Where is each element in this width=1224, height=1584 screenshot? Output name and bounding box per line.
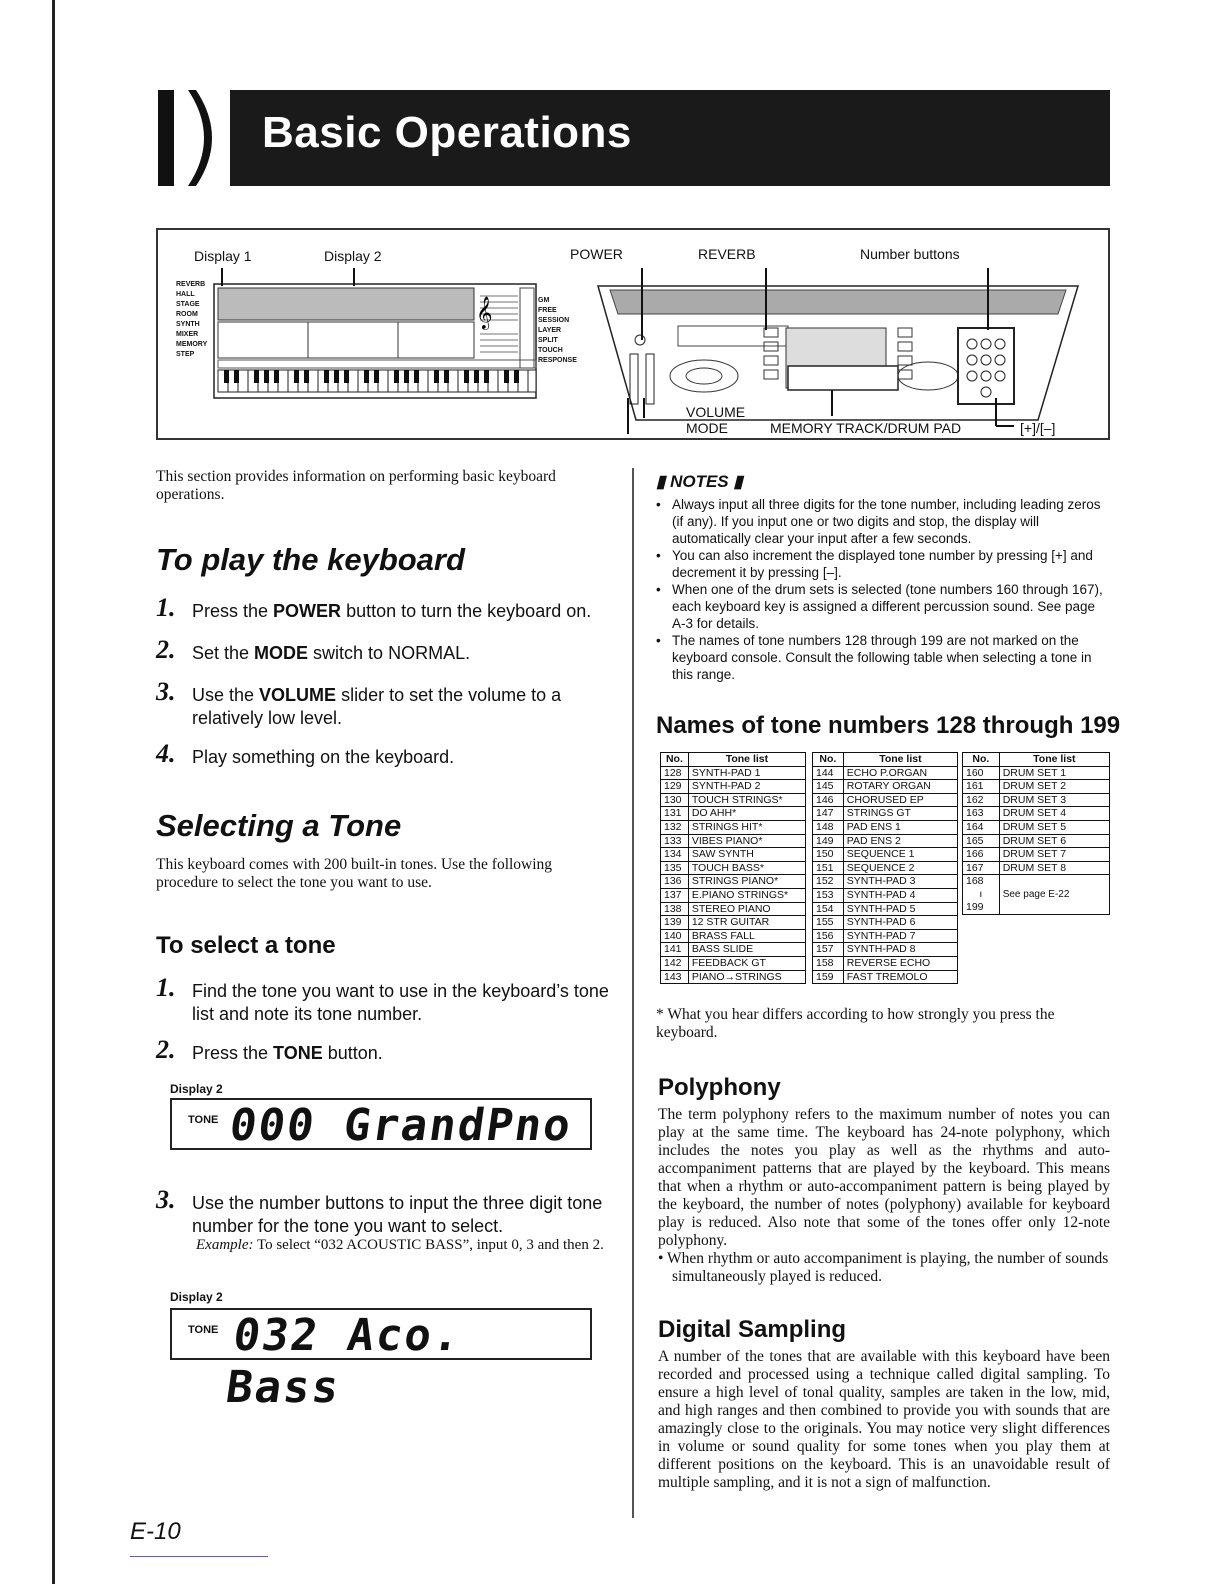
tone-name: SYNTH-PAD 4	[843, 888, 957, 902]
table-row	[963, 807, 1110, 821]
selecting-tone-title: Selecting a Tone	[156, 808, 402, 843]
plusminus-label: [+]/[–]	[1020, 420, 1056, 436]
table-row	[661, 861, 806, 875]
tone-number: 156	[813, 929, 844, 943]
table-row	[813, 943, 958, 957]
table-row	[963, 861, 1110, 875]
col-no: No.	[813, 753, 844, 767]
tone-name: DRUM SET 7	[999, 848, 1109, 862]
svg-text:𝄞: 𝄞	[476, 296, 493, 329]
tone-name: STRINGS GT	[843, 807, 957, 821]
tone-name: SYNTH-PAD 1	[688, 766, 805, 780]
tone-number: 148	[813, 820, 844, 834]
polyphony-bullet: • When rhythm or auto accompaniment is playing, the number of sounds simultaneously played is reduced.	[658, 1250, 1109, 1285]
col-no: No.	[661, 753, 689, 767]
tone-name: FEEDBACK GT	[688, 956, 805, 970]
table-row	[813, 848, 958, 862]
tone-number: 166	[963, 848, 1000, 862]
play-step-3: 3. Use the VOLUME slider to set the volume to a relatively low level.	[156, 677, 562, 728]
digital-sampling-title: Digital Sampling	[658, 1316, 847, 1343]
table-row	[813, 902, 958, 916]
tone-number: 167	[963, 861, 1000, 875]
memory-label: MEMORY TRACK/DRUM PAD	[770, 420, 962, 436]
tone-number: 161	[963, 780, 1000, 794]
tone-number: 141	[661, 943, 689, 957]
tone-number: 145	[813, 780, 844, 794]
tone-name: PAD ENS 2	[843, 834, 957, 848]
tone-name: SYNTH-PAD 3	[843, 875, 957, 889]
tone-number: 150	[813, 848, 844, 862]
table-row	[661, 766, 806, 780]
table-row	[813, 888, 958, 902]
tone-number: 151	[813, 861, 844, 875]
col-tone: Tone list	[843, 753, 957, 767]
play-step-4: 4. Play something on the keyboard.	[156, 739, 455, 768]
tone-number: 149	[813, 834, 844, 848]
table-row	[661, 848, 806, 862]
tone-number: 147	[813, 807, 844, 821]
table-row	[661, 929, 806, 943]
tone-name: SYNTH-PAD 8	[843, 943, 957, 957]
table-row	[963, 780, 1110, 794]
tone-name: CHORUSED EP	[843, 793, 957, 807]
table-footnote: * What you hear differs according to how strongly you press the keyboard.	[656, 1006, 1055, 1041]
lcd-text: 032 Aco. Bass	[222, 1310, 466, 1413]
note-item: • Always input all three digits for the tone number, including leading zeros (if any). If you input one or two digits and stop, the display will automatically clear your input after a few seconds.	[656, 496, 1110, 547]
lcd-tone-indicator: TONE	[188, 1114, 219, 1126]
tone-name: SYNTH-PAD 6	[843, 916, 957, 930]
page-number-underline	[130, 1556, 268, 1557]
tone-number: 130	[661, 793, 689, 807]
column-divider	[632, 468, 634, 1518]
tone-name: DRUM SET 6	[999, 834, 1109, 848]
table-row	[813, 807, 958, 821]
table-row	[813, 780, 958, 794]
tone-number: 164	[963, 820, 1000, 834]
lcd-display-grandpno	[170, 1098, 592, 1150]
tone-name: SAW SYNTH	[688, 848, 805, 862]
table-row	[813, 970, 958, 984]
lcd2-label: Display 2	[170, 1290, 223, 1304]
tone-number: 146	[813, 793, 844, 807]
mode-label: MODE	[686, 420, 728, 436]
tone-number: 136	[661, 875, 689, 889]
tone-number: 135	[661, 861, 689, 875]
page-number: E-10	[130, 1518, 181, 1545]
header-bracket-icon	[158, 88, 228, 188]
polyphony-text: The term polyphony refers to the maximum number of notes you can play at the same time. The keyboard has 24-note polyphony, which includes the notes you play as well as the rhythms and auto-accompaniment patterns that are played by the keyboard. This means that when a rhythm or auto-accompaniment pattern is being played by the keyboard, the number of notes (polyphony) available for keyboard play is reduced. Also note that some of the tones offer only 12-note polyphony.	[658, 1106, 1110, 1249]
tone-number: 165	[963, 834, 1000, 848]
number-buttons-label: Number buttons	[860, 246, 960, 262]
tone-number: 163	[963, 807, 1000, 821]
keyboard-diagram	[156, 228, 1110, 440]
col-tone: Tone list	[999, 753, 1109, 767]
tone-number: 155	[813, 916, 844, 930]
tone-table-1	[660, 752, 806, 984]
tone-number: 158	[813, 956, 844, 970]
table-row	[661, 888, 806, 902]
tone-name: REVERSE ECHO	[843, 956, 957, 970]
volume-label: VOLUME	[686, 404, 746, 420]
table-row	[813, 861, 958, 875]
tone-number: 139	[661, 916, 689, 930]
tone-name: VIBES PIANO*	[688, 834, 805, 848]
left-indicator-list: REVERB HALL STAGE ROOM SYNTH MIXER MEMORY STEP	[176, 281, 208, 358]
tone-number: 154	[813, 902, 844, 916]
tone-name: TOUCH BASS*	[688, 861, 805, 875]
right-indicator-list: GM FREE SESSION LAYER SPLIT TOUCH RESPONSE	[538, 297, 577, 364]
tone-number: 142	[661, 956, 689, 970]
tone-number: 128	[661, 766, 689, 780]
play-section-title: To play the keyboard	[156, 542, 465, 577]
notes-title: ▮ NOTES ▮	[656, 472, 743, 491]
tone-name: DRUM SET 3	[999, 793, 1109, 807]
tone-name: STRINGS HIT*	[688, 820, 805, 834]
tone-name: DRUM SET 4	[999, 807, 1109, 821]
play-step-1: 1. Press the POWER button to turn the keyboard on.	[156, 593, 592, 622]
tone-name: E.PIANO STRINGS*	[688, 888, 805, 902]
tone-number: 134	[661, 848, 689, 862]
example-text: Example: To select “032 ACOUSTIC BASS”, input 0, 3 and then 2.	[196, 1237, 604, 1253]
play-step-2: 2. Set the MODE switch to NORMAL.	[156, 635, 471, 664]
tone-name: FAST TREMOLO	[843, 970, 957, 984]
display1-label: Display 1	[194, 248, 252, 264]
table-row	[963, 766, 1110, 780]
tone-name: STRINGS PIANO*	[688, 875, 805, 889]
table-row	[661, 834, 806, 848]
table-row	[963, 793, 1110, 807]
table-row	[661, 902, 806, 916]
page-spine-line	[52, 0, 55, 1584]
table-row	[963, 848, 1110, 862]
polyphony-title: Polyphony	[658, 1074, 781, 1101]
table-row	[661, 793, 806, 807]
tone-name: 12 STR GUITAR	[688, 916, 805, 930]
tone-number: 129	[661, 780, 689, 794]
tone-name: STEREO PIANO	[688, 902, 805, 916]
table-row	[661, 916, 806, 930]
table-row	[813, 793, 958, 807]
tone-name: SEQUENCE 1	[843, 848, 957, 862]
table-row	[661, 820, 806, 834]
digital-sampling-text: A number of the tones that are available with this keyboard have been recorded and processed using a technique called digital sampling. To ensure a high level of tonal quality, samples are taken in the low, mid, and high ranges and then combined to provide you with sounds that are amazingly close to the originals. You may notice very slight differences in volume or sound quality for some tones when you play them at different positions on the keyboard. This is an unavoidable result of multiple sampling, and it is not a sign of malfunction.	[658, 1348, 1110, 1491]
tone-name: PIANO→STRINGS	[688, 970, 805, 984]
tone-number: 138	[661, 902, 689, 916]
tone-name: SEQUENCE 2	[843, 861, 957, 875]
table-row	[813, 820, 958, 834]
tone-name: SYNTH-PAD 2	[688, 780, 805, 794]
tone-number: 159	[813, 970, 844, 984]
tone-number: 132	[661, 820, 689, 834]
table-row	[661, 807, 806, 821]
tone-name: BRASS FALL	[688, 929, 805, 943]
lcd-display-acobass	[170, 1308, 592, 1413]
table-row	[963, 820, 1110, 834]
selecting-tone-intro: This keyboard comes with 200 built-in tones. Use the following procedure to select the tone you want to use.	[156, 856, 553, 891]
tone-name: DRUM SET 1	[999, 766, 1109, 780]
keyboard-illustration	[158, 230, 1108, 438]
tone-number: 140	[661, 929, 689, 943]
table-row	[813, 929, 958, 943]
table-row	[661, 970, 806, 984]
table-row	[813, 956, 958, 970]
tone-number: 160	[963, 766, 1000, 780]
select-tone-subtitle: To select a tone	[156, 932, 336, 959]
col-no: No.	[963, 753, 1000, 767]
tone-number: 157	[813, 943, 844, 957]
tone-name: PAD ENS 1	[843, 820, 957, 834]
intro-text: This section provides information on performing basic keyboard operations.	[156, 468, 556, 503]
tone-name: SYNTH-PAD 5	[843, 902, 957, 916]
table-row-range: 168 ı 199 See page E-22	[963, 875, 1110, 915]
col-tone: Tone list	[688, 753, 805, 767]
lcd-text: 000 GrandPno	[226, 1100, 576, 1151]
display2-label: Display 2	[324, 248, 382, 264]
note-item: • The names of tone numbers 128 through 199 are not marked on the keyboard console. Consult the following table when selecting a tone in this range.	[656, 632, 1110, 683]
tone-number: 143	[661, 970, 689, 984]
tone-name: DO AHH*	[688, 807, 805, 821]
tone-table-3	[962, 752, 1110, 915]
table-row	[813, 916, 958, 930]
tone-number: 131	[661, 807, 689, 821]
table-row	[661, 875, 806, 889]
see-page-ref: See page E-22	[999, 875, 1109, 915]
page-title: Basic Operations	[262, 108, 632, 157]
tone-number: 162	[963, 793, 1000, 807]
tone-number: 152	[813, 875, 844, 889]
note-item: • When one of the drum sets is selected (tone numbers 160 through 167), each keyboard key is assigned a different percussion sound. See page A-3 for details.	[656, 581, 1110, 632]
table-row	[963, 834, 1110, 848]
table-row	[661, 780, 806, 794]
tone-number: 153	[813, 888, 844, 902]
table-row	[661, 956, 806, 970]
table-row	[661, 943, 806, 957]
tone-name: BASS SLIDE	[688, 943, 805, 957]
lcd-tone-indicator: TONE	[188, 1324, 219, 1336]
tone-number: 144	[813, 766, 844, 780]
tone-number: 133	[661, 834, 689, 848]
tone-number: 137	[661, 888, 689, 902]
select-step-2: 2. Press the TONE button.	[156, 1035, 383, 1064]
select-step-3: 3. Use the number buttons to input the three digit tone number for the tone you want to select.	[156, 1185, 603, 1236]
tone-name: DRUM SET 2	[999, 780, 1109, 794]
power-label: POWER	[570, 246, 623, 262]
lcd1-label: Display 2	[170, 1082, 223, 1096]
tone-name: TOUCH STRINGS*	[688, 793, 805, 807]
table-row	[813, 834, 958, 848]
notes-list	[656, 496, 1110, 683]
select-step-1: 1. Find the tone you want to use in the keyboard’s tone list and note its tone number.	[156, 973, 609, 1024]
tone-table-title: Names of tone numbers 128 through 199	[656, 712, 1121, 739]
tone-name: ROTARY ORGAN	[843, 780, 957, 794]
note-item: • You can also increment the displayed tone number by pressing [+] and decrement it by pressing [–].	[656, 547, 1110, 581]
tone-name: DRUM SET 5	[999, 820, 1109, 834]
tone-name: ECHO P.ORGAN	[843, 766, 957, 780]
reverb-label: REVERB	[698, 246, 756, 262]
tone-name: SYNTH-PAD 7	[843, 929, 957, 943]
tone-name: DRUM SET 8	[999, 861, 1109, 875]
tone-table-2	[812, 752, 958, 984]
table-row	[813, 766, 958, 780]
table-row	[813, 875, 958, 889]
